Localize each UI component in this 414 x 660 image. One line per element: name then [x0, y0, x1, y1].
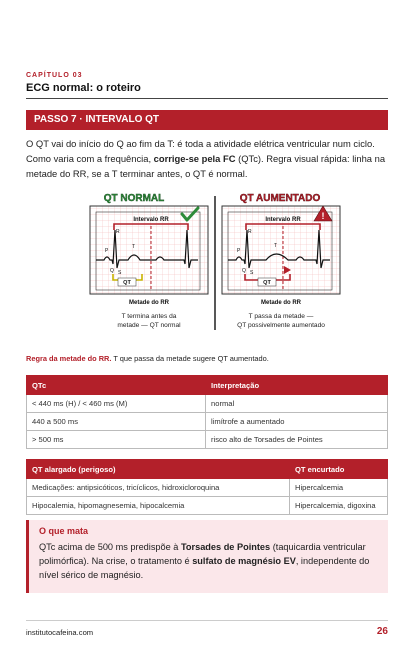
qtc-table [26, 375, 388, 449]
panel-title-aumentado: QT AUMENTADO [239, 193, 321, 204]
wave-r-aumentado: R [248, 229, 252, 235]
chapter-label: CAPÍTULO 03 [26, 72, 83, 79]
figure-note-bold: Regra da metade do RR. [26, 354, 112, 363]
figure-note [26, 354, 269, 363]
figure-note-text: T que passa da metade sugere QT aumentado. [111, 354, 269, 363]
page-number: 26 [376, 626, 388, 637]
wave-s-normal: S [118, 270, 122, 276]
svg-text:!: ! [321, 211, 325, 221]
table-cell: 440 a 500 ms [27, 413, 206, 431]
callout-text-2: (taquicardia ventricular polimórfica). Na crise, o tratamento é [39, 542, 366, 566]
wave-q-normal: Q [110, 268, 114, 274]
wave-t-aumentado: T [274, 243, 278, 249]
wave-q-aumentado: Q [242, 268, 246, 274]
qt-label-aumentado: QT [263, 280, 271, 286]
mid-label-aumentado: Metade do RR [260, 300, 302, 306]
qt-label-normal: QT [123, 280, 131, 286]
table-cell: Hipercalcemia [290, 479, 388, 497]
table-cell: risco alto de Torsades de Pointes [206, 431, 388, 449]
table-header: Interpretação [206, 376, 388, 395]
wave-p-aumentado: P [237, 248, 241, 254]
callout-title: O que mata [39, 526, 89, 536]
footer-site: institutocafeina.com [26, 628, 94, 637]
wave-p-normal: P [105, 248, 109, 254]
footer-divider [26, 620, 388, 621]
caption-aumentado-2: QT possivelmente aumentado [237, 322, 325, 329]
callout-text-3: , independente do nível sérico de magnésio. [39, 556, 370, 580]
qt-illustration [84, 190, 346, 340]
table-cell: Hipocalemia, hipomagnesemia, hipocalcemia [27, 497, 290, 515]
qt-causes-table [26, 459, 388, 515]
rr-label-normal: Intervalo RR [133, 217, 169, 223]
warning-callout [26, 520, 388, 593]
table-cell: normal [206, 395, 388, 413]
intro-text-1: O QT vai do início do Q ao fim da T: é toda a atividade elétrica ventricular num ciclo. Como varia com a frequência, [26, 138, 375, 164]
wave-s-aumentado: S [250, 270, 254, 276]
mid-label-normal: Metade do RR [128, 300, 170, 306]
panel-title-normal: QT NORMAL [103, 193, 165, 204]
table-cell: Medicações: antipsicóticos, tricíclicos, hidroxicloroquina [27, 479, 290, 497]
wave-r-normal: R [116, 229, 120, 235]
table-header: QT encurtado [290, 460, 388, 479]
table-header: QTc [27, 376, 206, 395]
title-divider [26, 98, 388, 99]
callout-text-1: QTc acima de 500 ms predispõe à [39, 542, 181, 552]
table-row [27, 395, 388, 413]
intro-paragraph [26, 136, 388, 181]
panel-qt-aumentado [222, 193, 340, 329]
table-row [27, 413, 388, 431]
table-cell: limítrofe a aumentado [206, 413, 388, 431]
callout-text [39, 540, 378, 582]
table-cell: < 440 ms (H) / < 460 ms (M) [27, 395, 206, 413]
wave-t-normal: T [132, 244, 136, 250]
step-heading: PASSO 7 · INTERVALO QT [26, 110, 388, 130]
table-row [27, 497, 388, 515]
caption-normal-2: metade — QT normal [117, 322, 181, 329]
intro-bold: corrige-se pela FC [153, 153, 236, 164]
section-title: ECG normal: o roteiro [26, 82, 141, 94]
panel-qt-normal [90, 193, 208, 329]
intro-text-2: (QTc). Regra visual rápida: linha na metade do RR, se a T terminar antes, o QT é normal. [26, 153, 386, 179]
table-row [27, 479, 388, 497]
table-cell: > 500 ms [27, 431, 206, 449]
table-header: QT alargado (perigoso) [27, 460, 290, 479]
callout-bold-2: sulfato de magnésio EV [192, 556, 296, 566]
rr-label-aumentado: Intervalo RR [265, 217, 301, 223]
table-row [27, 431, 388, 449]
caption-normal-1: T termina antes da [121, 313, 177, 320]
caption-aumentado-1: T passa da metade — [248, 313, 314, 320]
table-cell: Hipercalcemia, digoxina [290, 497, 388, 515]
callout-bold-1: Torsades de Pointes [180, 542, 271, 552]
